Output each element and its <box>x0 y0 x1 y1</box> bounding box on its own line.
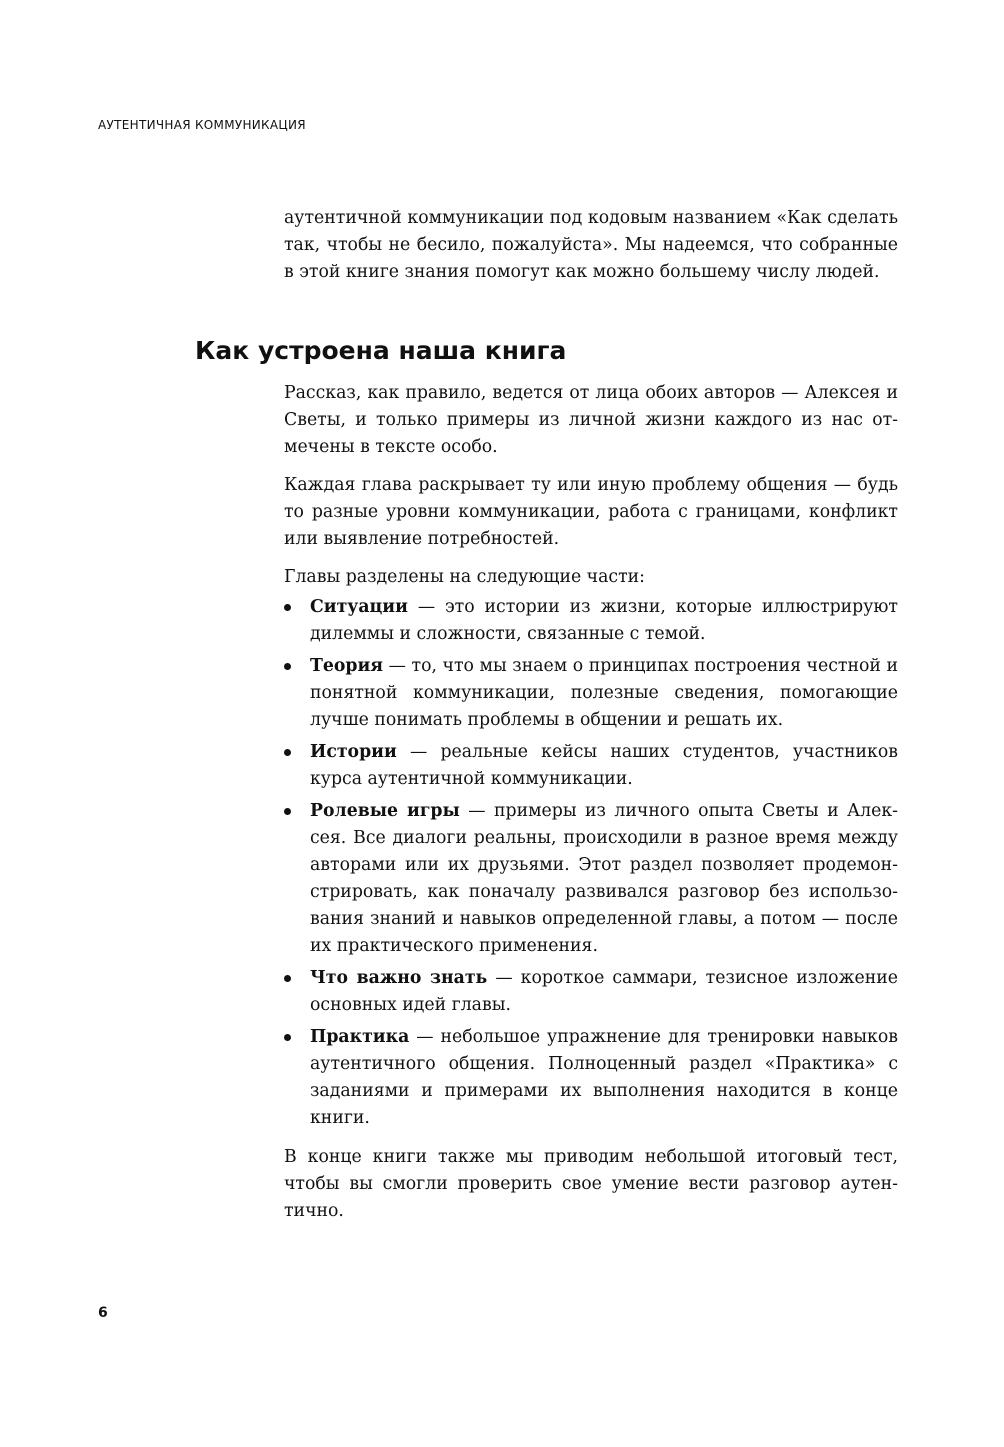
intro-paragraph: аутентичной коммуникации под кодовым названием «Как сделать так, чтобы не бесило, пожалуйста». Мы надеемся, что собранные в этой книге знания помогут как можно большему числу людей. <box>284 208 898 282</box>
intro-text-block <box>284 205 898 286</box>
bullet-icon <box>284 808 291 815</box>
part-term: Истории <box>310 742 397 762</box>
bullet-icon <box>284 663 291 670</box>
part-description: — короткое саммари, тезисное изложение основных идей главы. <box>310 968 898 1015</box>
bullet-icon <box>284 1034 291 1041</box>
body-paragraph: Каждая глава раскрывает ту или иную проблему общения — будь то разные уровни коммуникации, работа с границами, конфликт или выявление потребностей. <box>284 475 898 549</box>
section-title: Как устроена наша книга <box>195 336 567 365</box>
section-body <box>284 380 898 1236</box>
part-description: — примеры из личного опыта Светы и Алексея. Все диалоги реальны, происходили в разное время между авторами или их друзьями. Этот раздел позволяет продемонстрировать, как поначалу развивался разговор без использования знаний и навыков определенной главы, а потом — после их практического применения. <box>310 801 898 956</box>
part-description: — то, что мы знаем о принципах построения честной и понятной коммуникации, полезные сведения, помогающие лучше понимать проблемы в общении и решать их. <box>310 656 898 730</box>
bullet-icon <box>284 604 291 611</box>
list-item <box>284 1024 898 1132</box>
part-description: — реальные кейсы наших студентов, участников курса аутентичной коммуникации. <box>310 742 898 789</box>
part-term: Теория <box>310 656 384 676</box>
part-term: Практика <box>310 1027 410 1047</box>
part-term: Ситуации <box>310 597 408 617</box>
part-description: — небольшое упражнение для тренировки навыков аутентичного общения. Полноценный раздел «Практика» с заданиями и примерами их выполнения находится в конце книги. <box>310 1027 898 1128</box>
closing-paragraph: В конце книги также мы приводим небольшой итоговый тест, чтобы вы смогли проверить свое умение вести разговор аутентично. <box>284 1147 898 1221</box>
list-intro: Главы разделены на следующие части: <box>284 567 645 587</box>
list-item <box>284 965 898 1019</box>
part-term: Что важно знать <box>310 968 488 988</box>
body-paragraph: Рассказ, как правило, ведется от лица обоих авторов — Алексея и Светы, и только примеры из личной жизни каждого из нас отмечены в тексте особо. <box>284 383 898 457</box>
bullet-icon <box>284 749 291 756</box>
list-item <box>284 798 898 960</box>
part-description: — это истории из жизни, которые иллюстрируют дилеммы и сложности, связанные с темой. <box>310 597 898 644</box>
running-header: АУТЕНТИЧНАЯ КОММУНИКАЦИЯ <box>98 118 306 132</box>
list-item <box>284 653 898 734</box>
list-item <box>284 739 898 793</box>
list-item <box>284 594 898 648</box>
part-term: Ролевые игры <box>310 801 460 821</box>
chapter-parts-list <box>284 594 898 1132</box>
page-number: 6 <box>98 1305 108 1321</box>
bullet-icon <box>284 975 291 982</box>
